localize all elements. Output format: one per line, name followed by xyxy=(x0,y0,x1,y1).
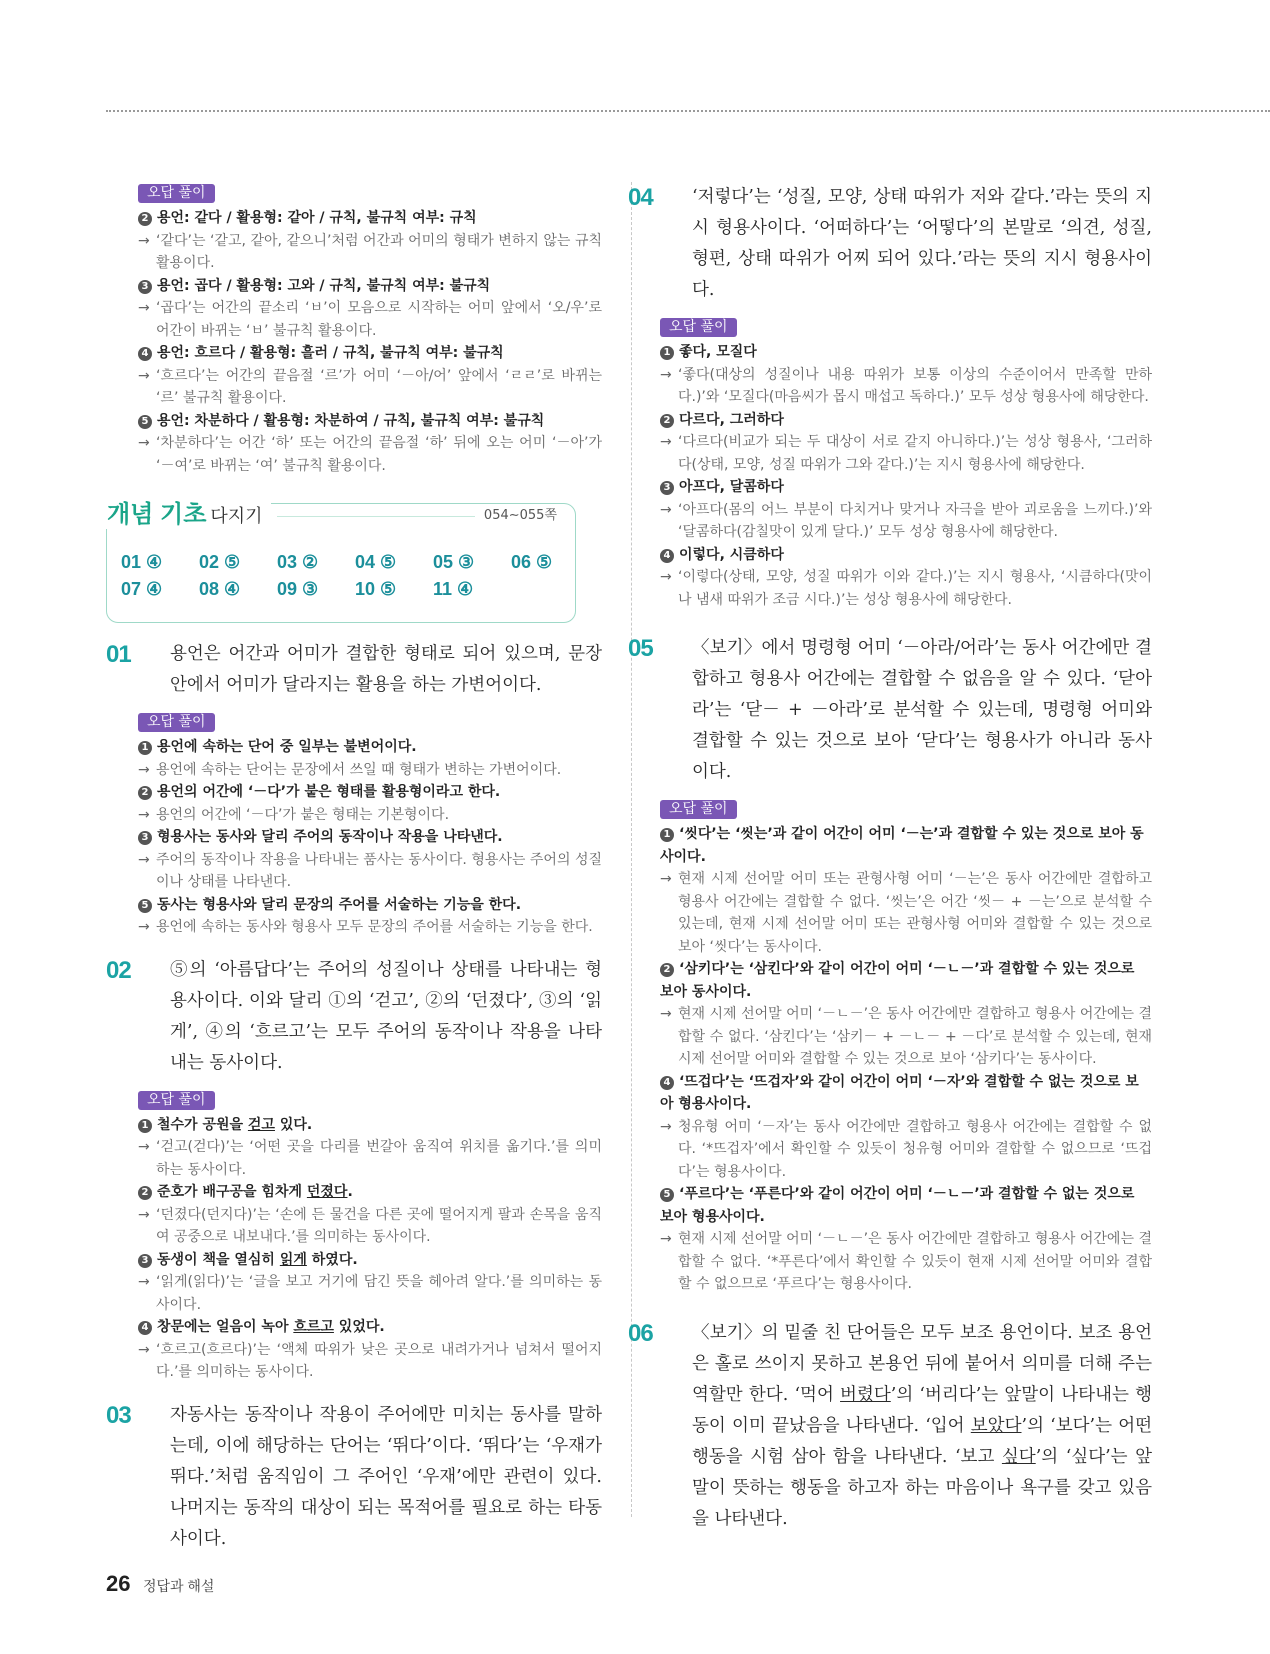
concept-title: 개념 기초 xyxy=(107,501,207,528)
concept-box-title xyxy=(105,494,271,529)
question-text xyxy=(692,1318,1152,1535)
option-text: ‘삼키다’는 ‘삼킨다’와 같이 어간이 어미 ‘－ㄴ－’과 결합할 수 있는 것으로 보아 동사이다. xyxy=(660,961,1135,1000)
answer-item: 06 ⑤ xyxy=(511,552,553,572)
wrong-option xyxy=(138,1316,602,1339)
option-number-badge: 5 xyxy=(660,1188,674,1202)
option-text: 있었다. xyxy=(333,1319,385,1335)
explanation-list xyxy=(138,207,602,477)
underlined-word: 읽게 xyxy=(279,1251,307,1268)
option-explanation xyxy=(660,1228,1152,1296)
option-text: 용언: 곱다 / 활용형: 고와 / 규칙, 불규칙 여부: 불규칙 xyxy=(157,277,491,294)
top-dotted-rule xyxy=(106,110,1270,112)
option-text: 용언: 흐르다 / 활용형: 흘러 / 규칙, 불규칙 여부: 불규칙 xyxy=(157,345,504,361)
option-number-badge: 4 xyxy=(138,347,152,361)
option-text: . xyxy=(347,1184,353,1200)
underlined-word: 버렸다 xyxy=(840,1384,891,1405)
wrong-option xyxy=(138,826,602,849)
explanation-text: ‘좋다(대상의 성질이나 내용 따위가 보통 이상의 수준이어서 만족할 만하다.)’와 ‘모질다(마음씨가 몹시 매섭고 독하다.)’ 모두 성상 형용사에 해당한다. xyxy=(678,366,1152,405)
explanation-text: 용언에 속하는 단어는 문장에서 쓰일 때 형태가 변하는 가변어이다. xyxy=(156,761,562,778)
option-explanation xyxy=(138,1204,602,1249)
answer-grid xyxy=(121,552,571,600)
left-column xyxy=(106,182,602,1555)
explanation-text: ‘읽게(읽다)’는 ‘글을 보고 거기에 담긴 뜻을 헤아려 알다.’를 의미하는 동사이다. xyxy=(156,1274,602,1313)
text-part: 〈보기〉의 밑줄 친 단어들은 모두 보조 용언이다. 보조 용언은 홀로 쓰이지 못하고 본용언 뒤에 붙어서 의미를 더해 주는 역할만 한다. ‘먹어 xyxy=(692,1322,1152,1405)
question-text: ‘저렇다’는 ‘성질, 모양, 상태 따위가 저와 같다.’라는 뜻의 지시 형용사이다. ‘어떠하다’는 ‘어떻다’의 본말로 ‘의견, 성질, 형편, 상태 따위가 어찌 되어 있다.’라는 뜻의 지시 형용사이다. xyxy=(692,187,1152,300)
option-number-badge: 1 xyxy=(138,1119,152,1133)
option-number-badge: 5 xyxy=(138,415,152,429)
arrow-icon: → xyxy=(138,300,150,316)
option-number-badge: 4 xyxy=(660,1076,674,1090)
option-number-badge: 2 xyxy=(660,963,674,977)
option-text: 이렇다, 시큼하다 xyxy=(679,546,784,563)
right-column xyxy=(628,182,1153,1535)
wrong-option xyxy=(138,781,602,804)
question-number: 02 xyxy=(106,956,131,984)
wrong-option xyxy=(660,476,1152,499)
explanation-text: 용언에 속하는 동사와 형용사 모두 문장의 주어를 서술하는 기능을 한다. xyxy=(156,919,593,935)
explanation-text: ‘아프다(몸의 어느 부분이 다치거나 맞거나 자극을 받아 괴로움을 느끼다.)’와 ‘달콤하다(감칠맛이 있게 달다.)’ 모두 성상 형용사에 해당한다. xyxy=(678,501,1152,540)
option-explanation xyxy=(660,364,1152,409)
arrow-icon: → xyxy=(138,1206,150,1223)
option-explanation xyxy=(660,431,1152,476)
arrow-icon: → xyxy=(660,366,672,383)
footer-label: 정답과 해설 xyxy=(142,1578,215,1594)
question-02 xyxy=(106,955,602,1079)
answer-item: 02 ⑤ xyxy=(199,552,241,572)
option-number-badge: 3 xyxy=(138,280,152,294)
explanation-text: ‘차분하다’는 어간 ‘하’ 또는 어간의 끝음절 ‘하’ 뒤에 오는 어미 ‘－아’가 ‘－여’로 바뀌는 ‘여’ 불규칙 활용이다. xyxy=(156,435,602,474)
option-text: 동사는 형용사와 달리 문장의 주어를 서술하는 기능을 한다. xyxy=(157,896,522,913)
wrong-answer-tag: 오답 풀이 xyxy=(660,318,737,337)
option-explanation xyxy=(138,759,602,782)
question-05 xyxy=(628,633,1152,788)
arrow-icon: → xyxy=(138,761,150,778)
arrow-icon: → xyxy=(138,851,150,868)
option-number-badge: 1 xyxy=(660,828,674,842)
option-number-badge: 2 xyxy=(138,1186,152,1200)
option-text: ‘뜨겁다’는 ‘뜨겁자’와 같이 어간이 어미 ‘－자’와 결합할 수 없는 것으로 보아 형용사이다. xyxy=(660,1073,1139,1112)
question-number: 04 xyxy=(628,184,653,211)
option-text: 준호가 배구공을 힘차게 xyxy=(157,1184,307,1200)
underlined-word: 흐르고 xyxy=(293,1319,334,1335)
option-text: 다르다, 그러하다 xyxy=(679,411,784,428)
option-number-badge: 3 xyxy=(138,831,152,845)
option-number-badge: 4 xyxy=(138,1321,152,1335)
arrow-icon: → xyxy=(138,435,150,451)
wrong-answer-section xyxy=(660,316,1152,611)
option-explanation xyxy=(138,1136,602,1181)
explanation-text: ‘이렇다(상태, 모양, 성질 따위가 이와 같다.)’는 지시 형용사, ‘시큼하다(맛이나 냄새 따위가 조금 시다.)’는 성상 형용사에 해당한다. xyxy=(678,569,1152,608)
option-explanation xyxy=(138,297,602,342)
wrong-option xyxy=(138,1181,602,1204)
option-text: 있다. xyxy=(274,1116,313,1133)
wrong-answer-section xyxy=(660,798,1152,1296)
wrong-option xyxy=(660,409,1152,432)
option-number-badge: 1 xyxy=(660,346,674,360)
option-text: 형용사는 동사와 달리 주어의 동작이나 작용을 나타낸다. xyxy=(157,829,503,845)
explanation-text: ‘걷고(걷다)’는 ‘어떤 곳을 다리를 번갈아 움직여 위치를 옮기다.’를 의미하는 동사이다. xyxy=(156,1139,602,1178)
option-text: 용언: 같다 / 활용형: 같아 / 규칙, 불규칙 여부: 규칙 xyxy=(157,210,477,226)
explanation-text: ‘다르다(비교가 되는 두 대상이 서로 같지 아니하다.)’는 성상 형용사, ‘그러하다(상태, 모양, 성질 따위가 그와 같다.)’는 지시 형용사에 해당한다. xyxy=(678,434,1152,473)
option-number-badge: 4 xyxy=(660,549,674,563)
concept-box-rule xyxy=(277,516,475,517)
option-text: 아프다, 달콤하다 xyxy=(679,479,784,495)
wrong-answer-tag: 오답 풀이 xyxy=(138,184,215,203)
question-text: ⑤의 ‘아름답다’는 주어의 성질이나 상태를 나타내는 형용사이다. 이와 달리 ①의 ‘걷고’, ②의 ‘던졌다’, ③의 ‘읽게’, ④의 ‘흐르고’는 모두 주어의 동작이나 작용을 나타내는 동사이다. xyxy=(170,959,602,1073)
explanation-text: 주어의 동작이나 작용을 나타내는 품사는 동사이다. 형용사는 주어의 성질이나 상태를 나타낸다. xyxy=(156,851,602,890)
option-number-badge: 5 xyxy=(138,899,152,913)
option-explanation xyxy=(138,916,602,939)
explanation-text: ‘흐르고(흐르다)’는 ‘액체 따위가 낮은 곳으로 내려가거나 넘쳐서 떨어지다.’를 의미하는 동사이다. xyxy=(156,1341,602,1380)
arrow-icon: → xyxy=(660,871,672,887)
text-part: ’의 ‘버리다’는 앞말이 나타내는 행동이 이미 끝났음을 나타낸다. ‘입어 xyxy=(692,1384,1152,1436)
question-06 xyxy=(628,1318,1153,1535)
option-explanation xyxy=(138,1271,602,1316)
option-explanation xyxy=(138,365,602,410)
option-explanation xyxy=(138,849,602,894)
wrong-option xyxy=(660,544,1152,567)
wrong-option xyxy=(138,1249,602,1272)
option-text: 용언에 속하는 단어 중 일부는 불변어이다. xyxy=(157,739,417,755)
answer-item: 08 ④ xyxy=(199,579,241,599)
answer-item: 01 ④ xyxy=(121,552,163,572)
option-text: ‘푸르다’는 ‘푸른다’와 같이 어간이 어미 ‘－ㄴ－’과 결합할 수 없는 것으로 보아 형용사이다. xyxy=(660,1186,1135,1225)
arrow-icon: → xyxy=(660,434,672,450)
concept-page-range: 054∼055쪽 xyxy=(480,504,561,523)
answer-item: 09 ③ xyxy=(277,579,319,599)
option-explanation xyxy=(660,499,1152,544)
explanation-text: ‘던졌다(던지다)’는 ‘손에 든 물건을 다른 곳에 떨어지게 팔과 손목을 움직여 공중으로 내보내다.’를 의미하는 동사이다. xyxy=(156,1206,602,1245)
arrow-icon: → xyxy=(138,1341,150,1358)
question-text: 용언은 어간과 어미가 결합한 형태로 되어 있으며, 문장 안에서 어미가 달라지는 활용을 하는 가변어이다. xyxy=(170,644,602,695)
arrow-icon: → xyxy=(660,1118,672,1135)
explanation-list xyxy=(138,736,602,939)
underlined-word: 싶다 xyxy=(1001,1446,1036,1467)
option-text: 용언의 어간에 ‘－다’가 붙은 형태를 활용형이라고 한다. xyxy=(157,784,501,800)
question-text: 〈보기〉에서 명령형 어미 ‘－아라/어라’는 동사 어간에만 결합하고 형용사 어간에는 결합할 수 없음을 알 수 있다. ‘닫아라’는 ‘닫－ + －아라’로 분석할 수 있는데, 명령형 어미와 결합할 수 있는 것으로 보아 ‘닫다’는 형용사가 아니라 동사이다. xyxy=(692,638,1152,782)
question-number: 01 xyxy=(106,641,131,668)
wrong-answer-tag: 오답 풀이 xyxy=(138,1091,215,1110)
option-text: 좋다, 모질다 xyxy=(679,344,757,360)
explanation-text: 현재 시제 선어말 어미 ‘－ㄴ－’은 동사 어간에만 결합하고 형용사 어간에는 결합할 수 없다. ‘삼킨다’는 ‘삼키－ + －ㄴ－ + －다’로 분석할 수 있는데, 현재 시제 선어말 어미와 결합할 수 있는 것으로 보아 ‘삼키다’는 동사이다. xyxy=(678,1006,1152,1067)
arrow-icon: → xyxy=(660,1231,672,1247)
wrong-option xyxy=(138,207,602,230)
wrong-option xyxy=(138,275,602,298)
explanation-text: 용언의 어간에 ‘－다’가 붙은 형태는 기본형이다. xyxy=(156,806,450,823)
explanation-list xyxy=(138,1114,602,1384)
explanation-text: ‘흐르다’는 어간의 끝음절 ‘르’가 어미 ‘－아/어’ 앞에서 ‘ㄹㄹ’로 바뀌는 ‘르’ 불규칙 활용이다. xyxy=(156,367,602,406)
option-explanation xyxy=(660,566,1152,611)
option-explanation xyxy=(138,804,602,827)
wrong-option xyxy=(660,1071,1152,1116)
wrong-answer-section xyxy=(138,711,602,939)
question-number: 06 xyxy=(628,1319,653,1347)
wrong-answer-section xyxy=(138,1089,602,1384)
wrong-option xyxy=(138,894,602,917)
wrong-option xyxy=(660,823,1152,868)
question-03 xyxy=(106,1400,602,1555)
question-01 xyxy=(106,639,602,701)
option-explanation xyxy=(138,230,602,275)
arrow-icon: → xyxy=(660,569,672,585)
answer-item: 10 ⑤ xyxy=(355,579,397,599)
arrow-icon: → xyxy=(660,1006,672,1022)
option-text: 용언: 차분하다 / 활용형: 차분하여 / 규칙, 불규칙 여부: 불규칙 xyxy=(157,412,545,429)
underlined-word: 던졌다 xyxy=(306,1184,348,1200)
arrow-icon: → xyxy=(138,1139,150,1155)
wrong-option xyxy=(138,736,602,759)
explanation-list xyxy=(660,341,1152,611)
answer-item: 07 ④ xyxy=(121,579,163,599)
option-number-badge: 3 xyxy=(138,1254,152,1268)
wrong-option xyxy=(660,341,1152,364)
wrong-option xyxy=(660,1183,1152,1228)
wrong-answer-tag: 오답 풀이 xyxy=(138,713,215,732)
wrong-option xyxy=(138,410,602,433)
underlined-word: 걷고 xyxy=(247,1116,275,1133)
explanation-text: ‘같다’는 ‘같고, 같아, 같으니’처럼 어간과 어미의 형태가 변하지 않는 규칙 활용이다. xyxy=(156,232,602,271)
explanation-text: ‘곱다’는 어간의 끝소리 ‘ㅂ’이 모음으로 시작하는 어미 앞에서 ‘오/우’로 어간이 바뀌는 ‘ㅂ’ 불규칙 활용이다. xyxy=(156,300,602,339)
option-explanation xyxy=(138,1339,602,1384)
explanation-text: 청유형 어미 ‘－자’는 동사 어간에만 결합하고 형용사 어간에는 결합할 수 없다. ‘*뜨겁자’에서 확인할 수 있듯이 청유형 어미와 결합할 수 없으므로 ‘뜨겁다’는 형용사이다. xyxy=(678,1118,1152,1180)
option-text: 창문에는 얼음이 녹아 xyxy=(157,1319,294,1335)
wrong-option xyxy=(138,342,602,365)
question-number: 05 xyxy=(628,635,653,662)
underlined-word: 보았다 xyxy=(970,1415,1022,1436)
answer-item: 03 ② xyxy=(277,552,319,572)
arrow-icon: → xyxy=(660,501,672,518)
wrong-option xyxy=(138,1114,602,1137)
question-number: 03 xyxy=(106,1401,131,1429)
explanation-list xyxy=(660,823,1152,1296)
option-explanation xyxy=(138,432,602,477)
explanation-text: 현재 시제 선어말 어미 또는 관형사형 어미 ‘－는’은 동사 어간에만 결합하고 형용사 어간에는 결합할 수 없다. ‘씻는’은 어간 ‘씻－ + －는’으로 분석할 수 있는데, 현재 시제 선어말 어미 또는 관형사형 어미와 결합할 수 있는 것으로 보아 ‘씻다’는 동사이다. xyxy=(678,871,1152,955)
option-text: 철수가 공원을 xyxy=(157,1116,248,1133)
answer-item: 11 ④ xyxy=(433,579,474,599)
page-number: 26 xyxy=(106,1571,131,1596)
arrow-icon: → xyxy=(138,806,150,823)
concept-box xyxy=(106,503,576,623)
wrong-answer-tag: 오답 풀이 xyxy=(660,800,737,819)
option-explanation xyxy=(660,1003,1152,1071)
arrow-icon: → xyxy=(138,1274,150,1290)
option-text: 동생이 책을 열심히 xyxy=(157,1251,280,1268)
option-number-badge: 2 xyxy=(138,786,152,800)
option-explanation xyxy=(660,868,1152,958)
answer-item: 04 ⑤ xyxy=(355,552,397,572)
question-04 xyxy=(628,182,1152,306)
question-text: 자동사는 동작이나 작용이 주어에만 미치는 동사를 말하는데, 이에 해당하는 단어는 ‘뛰다’이다. ‘뛰다’는 ‘우재가 뛰다.’처럼 움직임이 그 주어인 ‘우재’에만 관련이 있다. 나머지는 동작의 대상이 되는 목적어를 필요로 하는 타동사이다. xyxy=(170,1404,602,1549)
explanation-text: 현재 시제 선어말 어미 ‘－ㄴ－’은 동사 어간에만 결합하고 형용사 어간에는 결합할 수 없다. ‘*푸른다’에서 확인할 수 있듯이 현재 시제 선어말 어미와 결합할 수 없으므로 ‘푸르다’는 형용사이다. xyxy=(678,1231,1152,1292)
wrong-option xyxy=(660,958,1152,1003)
option-text: 하였다. xyxy=(306,1251,358,1268)
page-footer xyxy=(106,1571,214,1597)
concept-subtitle: 다지기 xyxy=(210,506,263,526)
arrow-icon: → xyxy=(138,919,150,935)
arrow-icon: → xyxy=(138,367,150,384)
text-part: ’의 ‘보다’는 어떤 행동을 시험 삼아 함을 나타낸다. ‘보고 xyxy=(692,1415,1153,1467)
option-text: ‘씻다’는 ‘씻는’과 같이 어간이 어미 ‘－는’과 결합할 수 있는 것으로 보아 동사이다. xyxy=(660,826,1144,865)
answer-item: 05 ③ xyxy=(433,552,475,572)
option-number-badge: 1 xyxy=(138,741,152,755)
arrow-icon: → xyxy=(138,232,150,249)
option-number-badge: 2 xyxy=(660,414,674,428)
option-explanation xyxy=(660,1116,1152,1184)
text-part: ’의 ‘싶다’는 앞말이 뜻하는 행동을 하고자 하는 마음이나 욕구를 갖고 있음을 나타낸다. xyxy=(692,1446,1152,1529)
option-number-badge: 3 xyxy=(660,481,674,495)
option-number-badge: 2 xyxy=(138,212,152,226)
